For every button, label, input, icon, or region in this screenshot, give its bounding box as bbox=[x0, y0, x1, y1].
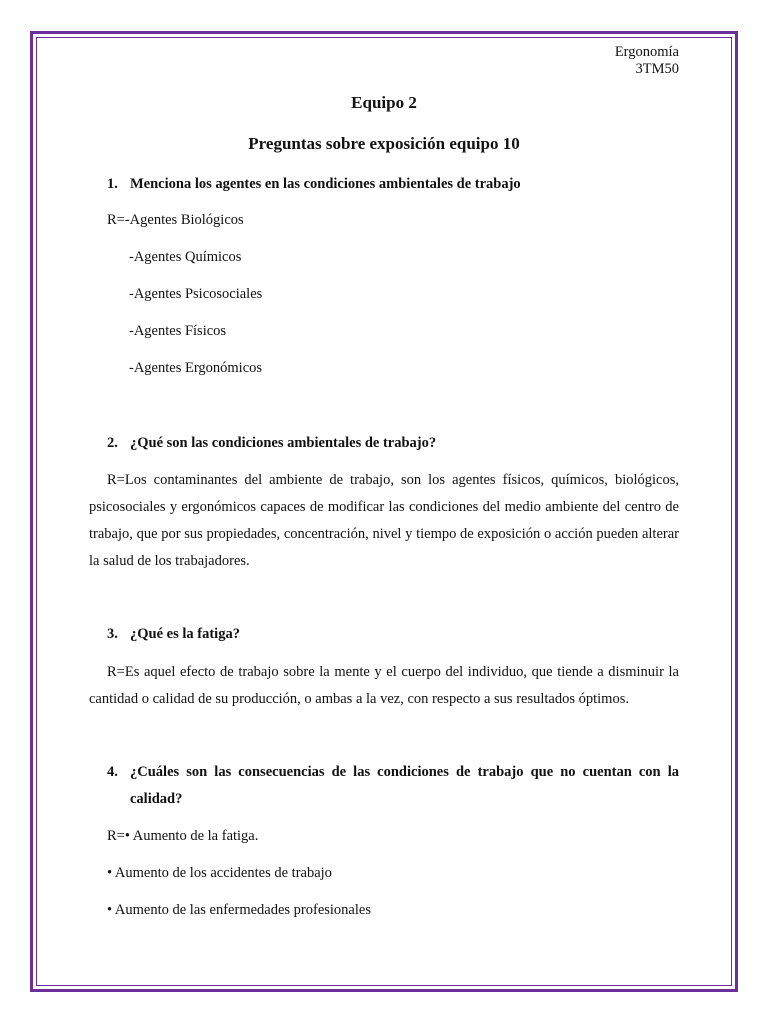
answer-line: • Aumento de los accidentes de trabajo bbox=[107, 865, 332, 881]
question-number: 2. bbox=[107, 435, 118, 451]
question-2 bbox=[107, 430, 679, 457]
question-text: Menciona los agentes en las condiciones ambientales de trabajo bbox=[130, 176, 521, 192]
question-text: ¿Qué son las condiciones ambientales de trabajo? bbox=[130, 435, 437, 451]
question-text: ¿Qué es la fatiga? bbox=[130, 626, 240, 642]
answer-line: -Agentes Ergonómicos bbox=[129, 360, 263, 376]
question-3 bbox=[107, 621, 679, 648]
question-1 bbox=[107, 171, 679, 198]
header-subject: Ergonomía bbox=[614, 44, 679, 60]
question-4 bbox=[107, 759, 679, 813]
question-text: ¿Cuáles son las consecuencias de las condiciones de trabajo que no cuentan con la calidad? bbox=[130, 764, 679, 807]
answer-line: • Aumento de las enfermedades profesionales bbox=[107, 902, 371, 918]
answer-line: -Agentes Psicosociales bbox=[129, 286, 263, 302]
question-number: 4. bbox=[107, 764, 118, 780]
header-group: 3TM50 bbox=[635, 61, 679, 77]
answer-line: R=• Aumento de la fatiga. bbox=[107, 828, 259, 844]
document-subtitle: Preguntas sobre exposición equipo 10 bbox=[248, 134, 520, 153]
answer-line: -Agentes Físicos bbox=[129, 323, 227, 339]
answer-paragraph: R=Los contaminantes del ambiente de trabajo, son los agentes físicos, químicos, biológicos, psicosociales y ergonómicos capaces de modificar las condiciones del medio ambiente del centro de trabajo, que por sus propiedades, concentración, nivel y tiempo de exposición o acción pueden alterar la salud de los trabajadores. bbox=[89, 472, 679, 569]
answer-line: R=-Agentes Biológicos bbox=[107, 212, 244, 228]
answer-paragraph: R=Es aquel efecto de trabajo sobre la mente y el cuerpo del individuo, que tiende a disminuir la cantidad o calidad de su producción, o ambas a la vez, con respecto a sus resultados óptimos. bbox=[89, 664, 679, 707]
document-header bbox=[89, 44, 679, 78]
document-page bbox=[89, 44, 679, 918]
answer-line: -Agentes Químicos bbox=[129, 249, 242, 265]
question-number: 3. bbox=[107, 626, 118, 642]
question-number: 1. bbox=[107, 176, 118, 192]
document-title: Equipo 2 bbox=[351, 93, 417, 112]
